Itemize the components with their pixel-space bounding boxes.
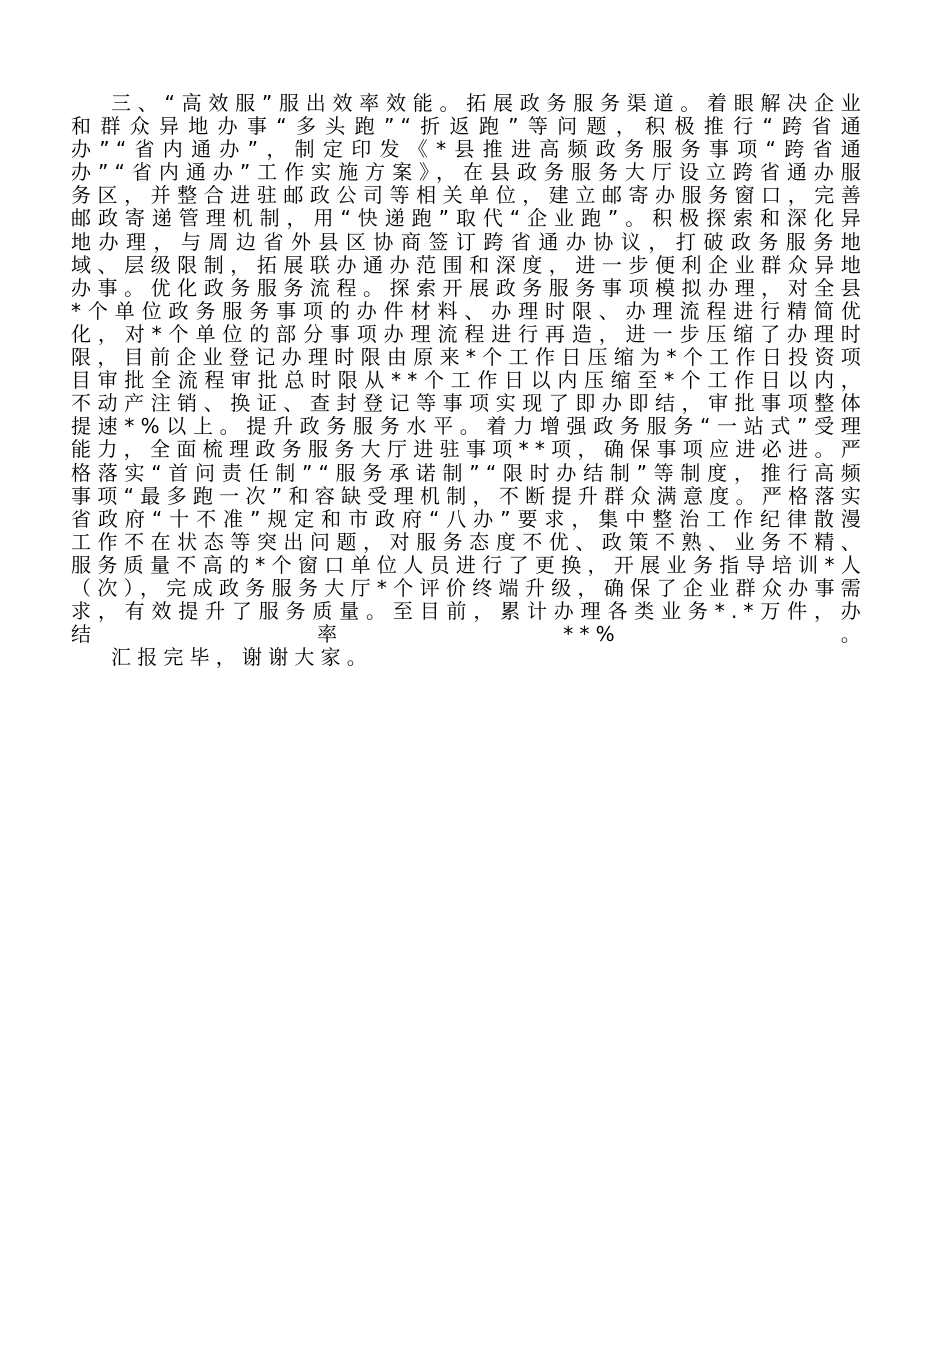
paragraph-closing: 汇报完毕，谢谢大家。 bbox=[111, 645, 373, 670]
body-text bbox=[71, 92, 867, 669]
paragraph-efficient-service: 三、“高效服”服出效率效能。拓展政务服务渠道。着眼解决企业和群众异地办事“多头跑”“折返跑”等问题，积极推行“跨省通办”“省内通办”，制定印发《*县推进高频政务服务事项“跨省通办”“省内通办”工作实施方案》，在县政务服务大厅设立跨省通办服务区，并整合进驻邮政公司等相关单位，建立邮寄办服务窗口，完善邮政寄递管理机制，用“快递跑”取代“企业跑”。积极探索和深化异地办理，与周边省外县区协商签订跨省通办协议，打破政务服务地域、层级限制，拓展联办通办范围和深度，进一步便利企业群众异地办事。优化政务服务流程。探索开展政务服务事项模拟办理，对全县*个单位政务服务事项的办件材料、办理时限、办理流程进行精简优化，对*个单位的部分事项办理流程进行再造，进一步压缩了办理时限，目前企业登记办理时限由原来*个工作日压缩为*个工作日投资项目审批全流程审批总时限从**个工作日以内压缩至*个工作日以内，不动产注销、换证、查封登记等事项实现了即办即结，审批事项整体提速*%以上。提升政务服务水平。着力增强政务服务“一站式”受理能力，全面梳理政务服务大厅进驻事项**项，确保事项应进必进。严格落实“首问责任制”“服务承诺制”“限时办结制”等制度，推行高频事项“最多跑一次”和容缺受理机制，不断提升群众满意度。严格落实省政府“十不准”规定和市政府“八办”要求，集中整治工作纪律散漫工作不在状态等突出问题，对服务态度不优、政策不熟、业务不精、服务质量不高的*个窗口单位人员进行了更换，开展业务指导培训*人（次），完成政务服务大厅*个评价终端升级，确保了企业群众办事需求，有效提升了服务质量。至目前，累计办理各类业务*.*万件，办结率**%。 bbox=[71, 91, 867, 647]
